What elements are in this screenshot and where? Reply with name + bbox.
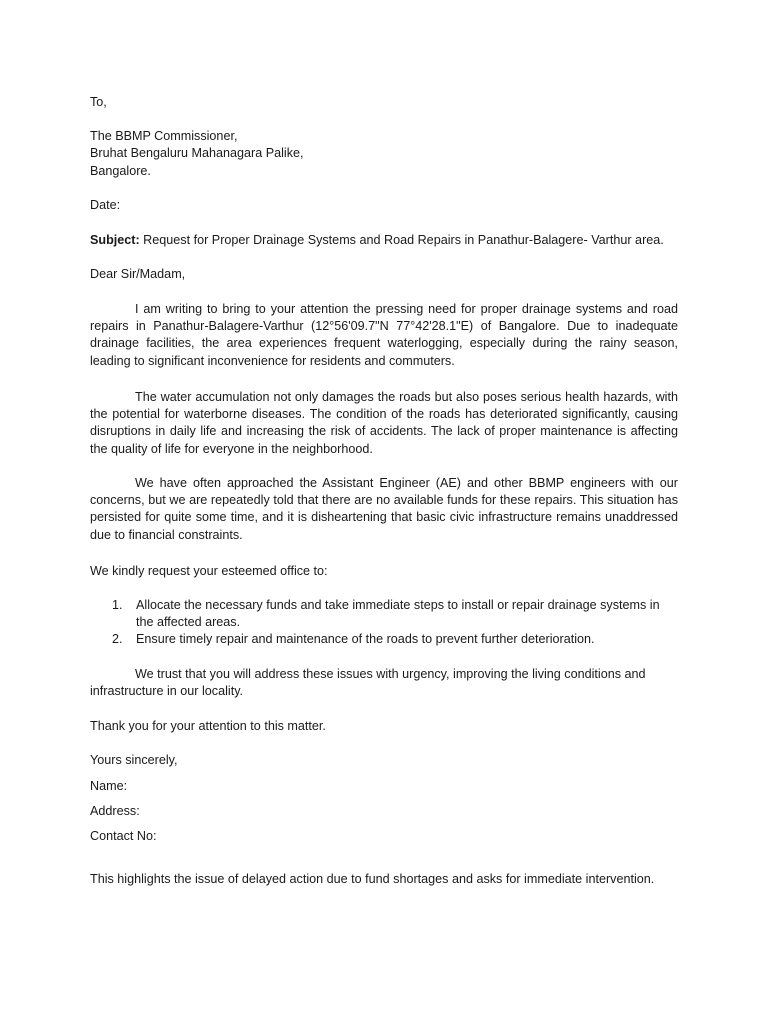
subject-label: Subject: — [90, 233, 140, 247]
footnote: This highlights the issue of delayed action due to fund shortages and asks for immediate intervention. — [90, 872, 655, 886]
closing-line: Yours sincerely, — [90, 753, 178, 767]
subject-line — [90, 232, 664, 249]
thanks-line: Thank you for your attention to this matter. — [90, 719, 326, 733]
request-list — [90, 597, 678, 649]
list-item — [90, 631, 678, 648]
body-paragraph-2: The water accumulation not only damages the roads but also poses serious health hazards, with the potential for waterborne diseases. The condition of the roads has deteriorated significantly, causing disruptions in daily life and increasing the risk of accidents. The lack of proper maintenance is affecting the quality of life for everyone in the neighborhood. — [90, 390, 678, 456]
recipient-line-1: The BBMP Commissioner, — [90, 129, 238, 143]
recipient-line-3: Bangalore. — [90, 164, 151, 178]
date-label: Date: — [90, 198, 121, 212]
recipient-line-2: Bruhat Bengaluru Mahanagara Palike, — [90, 146, 304, 160]
contact-label: Contact No: — [90, 829, 157, 843]
list-item-text: Allocate the necessary funds and take immediate steps to install or repair drainage systems in the affected areas. — [136, 598, 660, 630]
list-item-number: 1. — [112, 598, 123, 612]
salutation-to: To, — [90, 95, 107, 109]
address-label: Address: — [90, 804, 140, 818]
body-paragraph-3: We have often approached the Assistant Engineer (AE) and other BBMP engineers with our concerns, but we are repeatedly told that there are no available funds for these repairs. This situation has persisted for quite some time, and it is disheartening that basic civic infrastructure remains unaddressed due to financial constraints. — [90, 476, 678, 542]
body-paragraph-1: I am writing to bring to your attention the pressing need for proper drainage systems and road repairs in Panathur-Balagere-Varthur (12°56'09.7"N 77°42'28.1"E) of Bangalore. Due to inadequate drainage facilities, the area experiences frequent waterlogging, especially during the rainy season, leading to significant inconvenience for residents and commuters. — [90, 302, 678, 368]
list-item-text: Ensure timely repair and maintenance of the roads to prevent further deterioration. — [136, 632, 595, 647]
greeting: Dear Sir/Madam, — [90, 267, 186, 281]
subject-text: Request for Proper Drainage Systems and Road Repairs in Panathur-Balagere- Varthur area. — [139, 233, 664, 247]
request-intro: We kindly request your esteemed office to: — [90, 564, 328, 578]
body-paragraph-4: We trust that you will address these issues with urgency, improving the living conditions and infrastructure in our locality. — [90, 667, 646, 699]
list-item — [90, 597, 678, 631]
list-item-number: 2. — [112, 632, 123, 647]
name-label: Name: — [90, 779, 128, 793]
